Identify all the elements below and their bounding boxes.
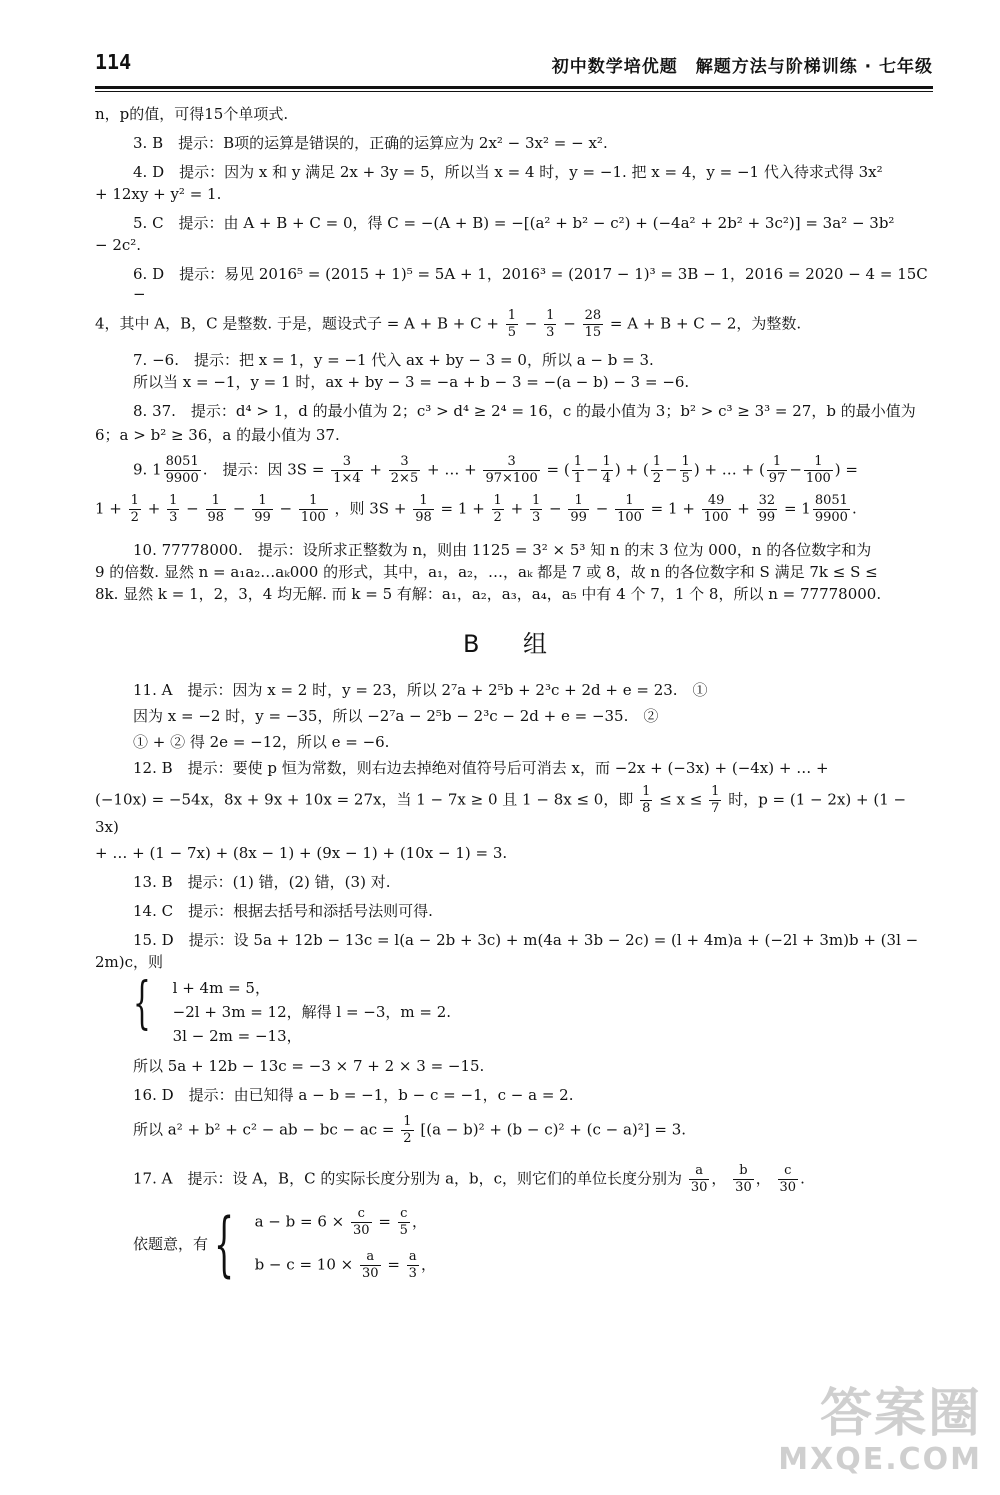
fraction: $\frac{28}{15}$ — [584, 308, 602, 340]
text-line: n，p的值，可得15个单项式. — [95, 105, 289, 123]
brace: { — [133, 971, 151, 1036]
fraction: $\frac{1}{100}$ — [805, 454, 831, 486]
fraction: $\frac{3}{1\times 4}$ — [333, 454, 361, 486]
text: = A + B + C − 2，为整数. — [609, 314, 802, 333]
page-number: 114 — [95, 50, 132, 74]
answer-12-cont: + … + (1 − 7x) + (8x − 1) + (9x − 1) + (10x − 1) = 3. — [95, 844, 508, 862]
answer-4-cont: + 12xy + y² = 1. — [95, 185, 222, 203]
book-title: 初中数学培优题 解题方法与阶梯训练 · 七年级 — [551, 57, 933, 77]
answer-17: 17. A 提示：设 A，B，C 的实际长度分别为 a，b，c，则它们的单位长度分别为 $\frac{a}{30}$ ， $\frac{b}{30}$ ， $\frac{c}{30}$ . — [133, 1163, 805, 1195]
section-title: B 组 — [462, 630, 566, 658]
answer-8: 8. 37. 提示：d⁴ > 1，d 的最小值为 2；c³ > d⁴ ≥ 2⁴ = 16，c 的最小值为 3；b² > c³ ≥ 3³ = 27，b 的最小值为 — [133, 402, 916, 420]
answer-content — [95, 104, 933, 1285]
equation: 3l − 2m = −13， — [172, 1027, 302, 1045]
answer-8-cont: 6；a > b² ≥ 36，a 的最小值为 37. — [95, 426, 340, 444]
fraction: $\frac{a}{30}$ — [361, 1249, 379, 1281]
fraction: $\frac{1}{1}$ — [573, 454, 582, 486]
fraction: $\frac{1}{98}$ — [207, 493, 225, 525]
fraction: $\frac{1}{100}$ — [617, 493, 642, 525]
fraction: $\frac{1}{5}$ — [507, 308, 516, 340]
fraction: $\frac{1}{5}$ — [681, 454, 690, 486]
fraction: $\frac{49}{100}$ — [703, 493, 729, 525]
fraction: $\frac{1}{2}$ — [493, 493, 502, 525]
equation-system — [95, 971, 933, 1048]
answer-11-cont: ① + ② 得 2e = −12，所以 e = −6. — [133, 733, 390, 751]
answer-11: 11. A 提示：因为 x = 2 时，y = 23，所以 2⁷a + 2⁵b + 2³c + 2d + e = 23. ① — [133, 681, 708, 699]
answer-5: 5. C 提示：由 A + B + C = 0，得 C = −(A + B) = −[(a² + b² − c²) + (−4a² + 2b² + 3c²)] = 3a² − 3b² — [133, 214, 895, 232]
answer-15: 15. D 提示：设 5a + 12b − 13c = l(a − 2b + 3c) + m(4a + 3b − 2c) = (l + 4m)a + (−2l + 3m)b + (3l − — [133, 931, 919, 949]
brace: { — [214, 1203, 235, 1285]
equation: l + 4m = 5， — [172, 979, 270, 997]
answer-15-cont: 2m)c，则 — [95, 953, 164, 971]
answer-13: 13. B 提示：(1) 错，(2) 错，(3) 对. — [133, 873, 391, 891]
answer-14: 14. C 提示：根据去括号和添括号法则可得. — [133, 902, 433, 920]
fraction: $\frac{1}{8}$ — [642, 784, 651, 816]
fraction: $\frac{c}{30}$ — [779, 1163, 797, 1195]
fraction: $\frac{1}{2}$ — [130, 493, 139, 525]
answer-7-cont: 所以当 x = −1，y = 1 时，ax + by − 3 = −a + b − 3 = −(a − b) − 3 = −6. — [133, 373, 690, 391]
equation-system — [95, 1203, 933, 1285]
answer-9-cont: 1 + $\frac{1}{2}$ + $\frac{1}{3}$ − $\frac{1}{98}$ − $\frac{1}{99}$ − $\frac{1}{100}$ ，则 3S + $\frac{1}{98}$ = 1 + $\frac{1}{2}$ + $\frac{1}{3}$ − $\frac{1}{99}$ − $\frac{1}{100}$ = 1 + $\frac{49}{100}$ + $\frac{32}{99}$ = 1 $\frac{8051}{9900}$ . — [95, 493, 857, 525]
answer-11-cont: 因为 x = −2 时，y = −35，所以 −2⁷a − 2⁵b − 2³c − 2d + e = −35. ② — [133, 707, 659, 725]
watermark-url: MXQE.COM — [778, 1442, 982, 1477]
watermark-logo: 答案圈 — [819, 1384, 982, 1444]
fraction: $\frac{1}{2}$ — [403, 1114, 412, 1146]
fraction: $\frac{1}{99}$ — [570, 493, 587, 525]
answer-12-cont: (−10x) = −54x，8x + 9x + 10x = 27x，当 1 − 7x ≥ 0 且 1 − 8x ≤ 0，即 $\frac{1}{8}$ ≤ x ≤ $\frac{1}{7}$ 时，p = (1 − 2x) + (1 − 3x) — [95, 784, 907, 836]
header-rule-thin — [95, 91, 933, 92]
fraction: $\frac{a}{3}$ — [408, 1249, 417, 1281]
fraction: $\frac{c}{30}$ — [352, 1206, 370, 1238]
answer-16-cont: 所以 a² + b² + c² − ab − bc − ac = $\frac{1}{2}$ [(a − b)² + (b − c)² + (c − a)²] = 3. — [133, 1114, 687, 1146]
fraction: $\frac{b}{30}$ — [735, 1163, 752, 1195]
answer-10-cont: 8k. 显然 k = 1，2，3，4 均无解. 而 k = 5 有解：a₁，a₂，a₃，a₄，a₅ 中有 4 个 7，1 个 8，所以 n = 77778000. — [95, 585, 882, 603]
fraction: $\frac{8051}{9900}$ — [814, 493, 848, 525]
fraction: $\frac{3}{97\times 100}$ — [485, 454, 538, 486]
header-rule — [95, 86, 933, 89]
fraction: $\frac{a}{30}$ — [690, 1163, 708, 1195]
page-header — [95, 50, 933, 86]
fraction: $\frac{1}{4}$ — [602, 454, 611, 486]
text: 4，其中 A，B，C 是整数. 于是，题设式子 = A + B + C + — [95, 314, 499, 333]
answer-4: 4. D 提示：因为 x 和 y 满足 2x + 3y = 5，所以当 x = 4 时，y = −1. 把 x = 4，y = −1 代入待求式得 3x² — [133, 163, 883, 181]
fraction: $\frac{3}{2\times 5}$ — [390, 454, 419, 486]
equation: b − c = 10 × $\frac{a}{30}$ = $\frac{a}{3}$ ， — [254, 1249, 436, 1281]
answer-9: 9. 1 $\frac{8051}{9900}$ . 提示：因 3S = $\frac{3}{1\times 4}$ + $\frac{3}{2\times 5}$ + … + $\frac{3}{97\times 100}$ = ( $\frac{1}{1}$ − $\frac{1}{4}$ ) + ( $\frac{1}{2}$ − $\frac{1}{5}$ ) + … + ( $\frac{1}{97}$ − $\frac{1}{100}$ ) = — [133, 454, 858, 486]
fraction: $\frac{1}{7}$ — [711, 784, 720, 816]
answer-10: 10. 77778000. 提示：设所求正整数为 n，则由 1125 = 3² × 5³ 知 n 的末 3 位为 000，n 的各位数字和为 — [133, 541, 872, 559]
answer-10-cont: 9 的倍数. 显然 n = a₁a₂…aₖ000 的形式，其中，a₁，a₂，…，aₖ 都是 7 或 8，故 n 的各位数字和 S 满足 7k ≤ S ≤ — [95, 563, 878, 581]
answer-6: 6. D 提示：易见 2016⁵ = (2015 + 1)⁵ = 5A + 1，2016³ = (2017 − 1)³ = 3B − 1，2016 = 2020 − 4 = 15C − — [133, 265, 928, 303]
answer-7: 7. −6. 提示：把 x = 1，y = −1 代入 ax + by − 3 = 0，所以 a − b = 3. — [133, 351, 654, 369]
fraction: $\frac{1}{3}$ — [169, 493, 178, 525]
answer-15-result: 所以 5a + 12b − 13c = −3 × 7 + 2 × 3 = −15. — [133, 1057, 485, 1075]
fraction: $\frac{c}{5}$ — [399, 1206, 408, 1238]
answer-3: 3. B 提示：B项的运算是错误的，正确的运算应为 2x² − 3x² = − x². — [133, 134, 608, 152]
label: 依题意，有 — [133, 1235, 209, 1253]
fraction: $\frac{1}{3}$ — [546, 308, 555, 340]
answer-5-cont: − 2c². — [95, 236, 142, 254]
equation: −2l + 3m = 12，解得 l = −3，m = 2. — [172, 1003, 452, 1021]
answer-16: 16. D 提示：由已知得 a − b = −1，b − c = −1，c − a = 2. — [133, 1086, 574, 1104]
fraction: $\frac{8051}{9900}$ — [165, 454, 199, 486]
fraction: $\frac{1}{98}$ — [415, 493, 432, 525]
equation: a − b = 6 × $\frac{c}{30}$ = $\frac{c}{5}$ ， — [254, 1206, 427, 1238]
fraction: $\frac{32}{99}$ — [758, 493, 776, 525]
fraction: $\frac{1}{99}$ — [254, 493, 271, 525]
fraction: $\frac{1}{100}$ — [300, 493, 326, 525]
fraction: $\frac{1}{97}$ — [768, 454, 786, 486]
answer-12: 12. B 提示：要使 p 恒为常数，则右边去掉绝对值符号后可消去 x，而 −2x + (−3x) + (−4x) + … + — [133, 759, 829, 777]
fraction: $\frac{1}{2}$ — [652, 454, 661, 486]
fraction: $\frac{1}{3}$ — [531, 493, 541, 525]
watermark — [778, 1386, 982, 1477]
answer-6-cont: 4，其中 A，B，C 是整数. 于是，题设式子 = A + B + C + $\frac{1}{5}$ − $\frac{1}{3}$ − $\frac{28}{15}$ = A + B + C − 2，为整数. — [95, 308, 802, 340]
